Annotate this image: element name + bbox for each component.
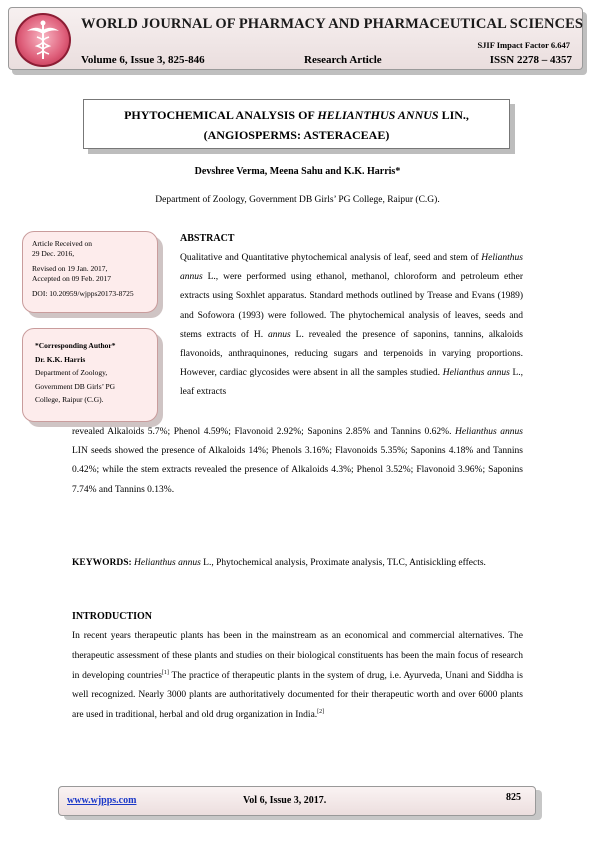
- article-type: Research Article: [304, 54, 382, 66]
- authors: Devshree Verma, Meena Sahu and K.K. Harris*: [194, 166, 401, 177]
- introduction-heading: INTRODUCTION: [72, 611, 153, 622]
- volume-info: Volume 6, Issue 3, 825-846: [81, 54, 205, 66]
- doi: DOI: 10.20959/wjpps20173-8725: [32, 289, 134, 298]
- paper-title: [83, 99, 510, 149]
- corresponding-line-3: College, Raipur (C.G).: [35, 395, 104, 404]
- citation-2[interactable]: [2]: [317, 709, 325, 716]
- page-number: 825: [506, 792, 521, 803]
- abstract-paragraph-2: revealed Alkaloids 5.7%; Phenol 4.59%; Flavonoid 2.92%; Saponins 2.85% and Tannins 0.62%. Helianthus annus LIN seeds showed the presence of Alkaloids 14%; Phenols 3.16%; Flavonoids 5.35%; Saponins 4.18% and Tannins 0.42%; while the stem extracts revealed the presence of Alkaloids 4.3%; Phenol 3.52%; Flavonoid 3.96%; Saponins 7.74% and Tannins 0.13%.: [72, 427, 524, 495]
- keywords: [72, 554, 523, 573]
- corresponding-author-box: [22, 328, 158, 422]
- revised-date: Revised on 19 Jan. 2017,: [32, 264, 108, 273]
- journal-url-link[interactable]: www.wjpps.com: [67, 795, 137, 806]
- keywords-list: L., Phytochemical analysis, Proximate analysis, TLC, Antisickling effects.: [200, 558, 486, 568]
- accepted-date: Accepted on 09 Feb. 2017: [32, 274, 111, 283]
- received-label: Article Received on: [32, 239, 92, 248]
- keywords-species: Helianthus annus: [134, 558, 201, 568]
- title-suffix: LIN.,: [438, 108, 469, 122]
- impact-factor: SJIF Impact Factor 6.647: [477, 40, 570, 50]
- article-info-box: [22, 231, 158, 313]
- title-prefix: PHYTOCHEMICAL ANALYSIS OF: [124, 108, 318, 122]
- introduction-text: In recent years therapeutic plants has been in the mainstream as an economical and commercial alternatives. The therapeutic assessment of these plants and studies on their biological constituents has been the main focus of research in developing countries[1] The practice of therapeutic plants in the system of drug, i.e. Ayurveda, Unani and Siddha is well recognized. Nearly 3000 plants are authoritatively documented for their therapeutic worth and over 6000 plants are used in traditional, herbal and old drug organization in India.[2]: [72, 631, 523, 721]
- corresponding-line-1: Department of Zoology,: [35, 368, 108, 377]
- title-line-2: (ANGIOSPERMS: ASTERACEAE): [203, 128, 390, 142]
- title-species: HELIANTHUS ANNUS: [317, 108, 439, 122]
- footer-volume: Vol 6, Issue 3, 2017.: [243, 795, 327, 806]
- header-box: [8, 7, 583, 70]
- corresponding-heading: *Corresponding Author*: [35, 341, 116, 350]
- journal-name: WORLD JOURNAL OF PHARMACY AND PHARMACEUTICAL SCIENCES: [81, 16, 584, 32]
- keywords-label: KEYWORDS:: [72, 558, 132, 568]
- received-date: 29 Dec. 2016,: [32, 249, 75, 258]
- page-footer: [58, 786, 536, 816]
- citation-1[interactable]: [1]: [161, 669, 169, 676]
- issn: ISSN 2278 – 4357: [489, 54, 572, 66]
- abstract-paragraph-1: Qualitative and Quantitative phytochemical analysis of leaf, seed and stem of Helianthus annus L., were performed using ethanol, methanol, chloroform and petroleum ether extracts using Soxhlet apparatus. Standard methods outlined by Trease and Evans (1989) and Sofowora (1993) were followed. The phytochemical analysis of leaves, seeds and stems extracts of H. annus L. revealed the presence of saponins, tannins, alkaloids flavonoids, anthraquinones, reducing sugars and terpenoids in varying proportions. However, cardiac glycosides were absent in all the samples studied. Helianthus annus L., leaf extracts: [180, 253, 524, 398]
- corresponding-line-2: Government DB Girls’ PG: [35, 381, 116, 391]
- caduceus-emblem-icon: [15, 13, 71, 67]
- journal-header: [8, 7, 588, 75]
- abstract-heading: ABSTRACT: [180, 233, 235, 244]
- corresponding-name: Dr. K.K. Harris: [35, 354, 86, 364]
- affiliation: Department of Zoology, Government DB Girls’ PG College, Raipur (C.G).: [155, 195, 440, 205]
